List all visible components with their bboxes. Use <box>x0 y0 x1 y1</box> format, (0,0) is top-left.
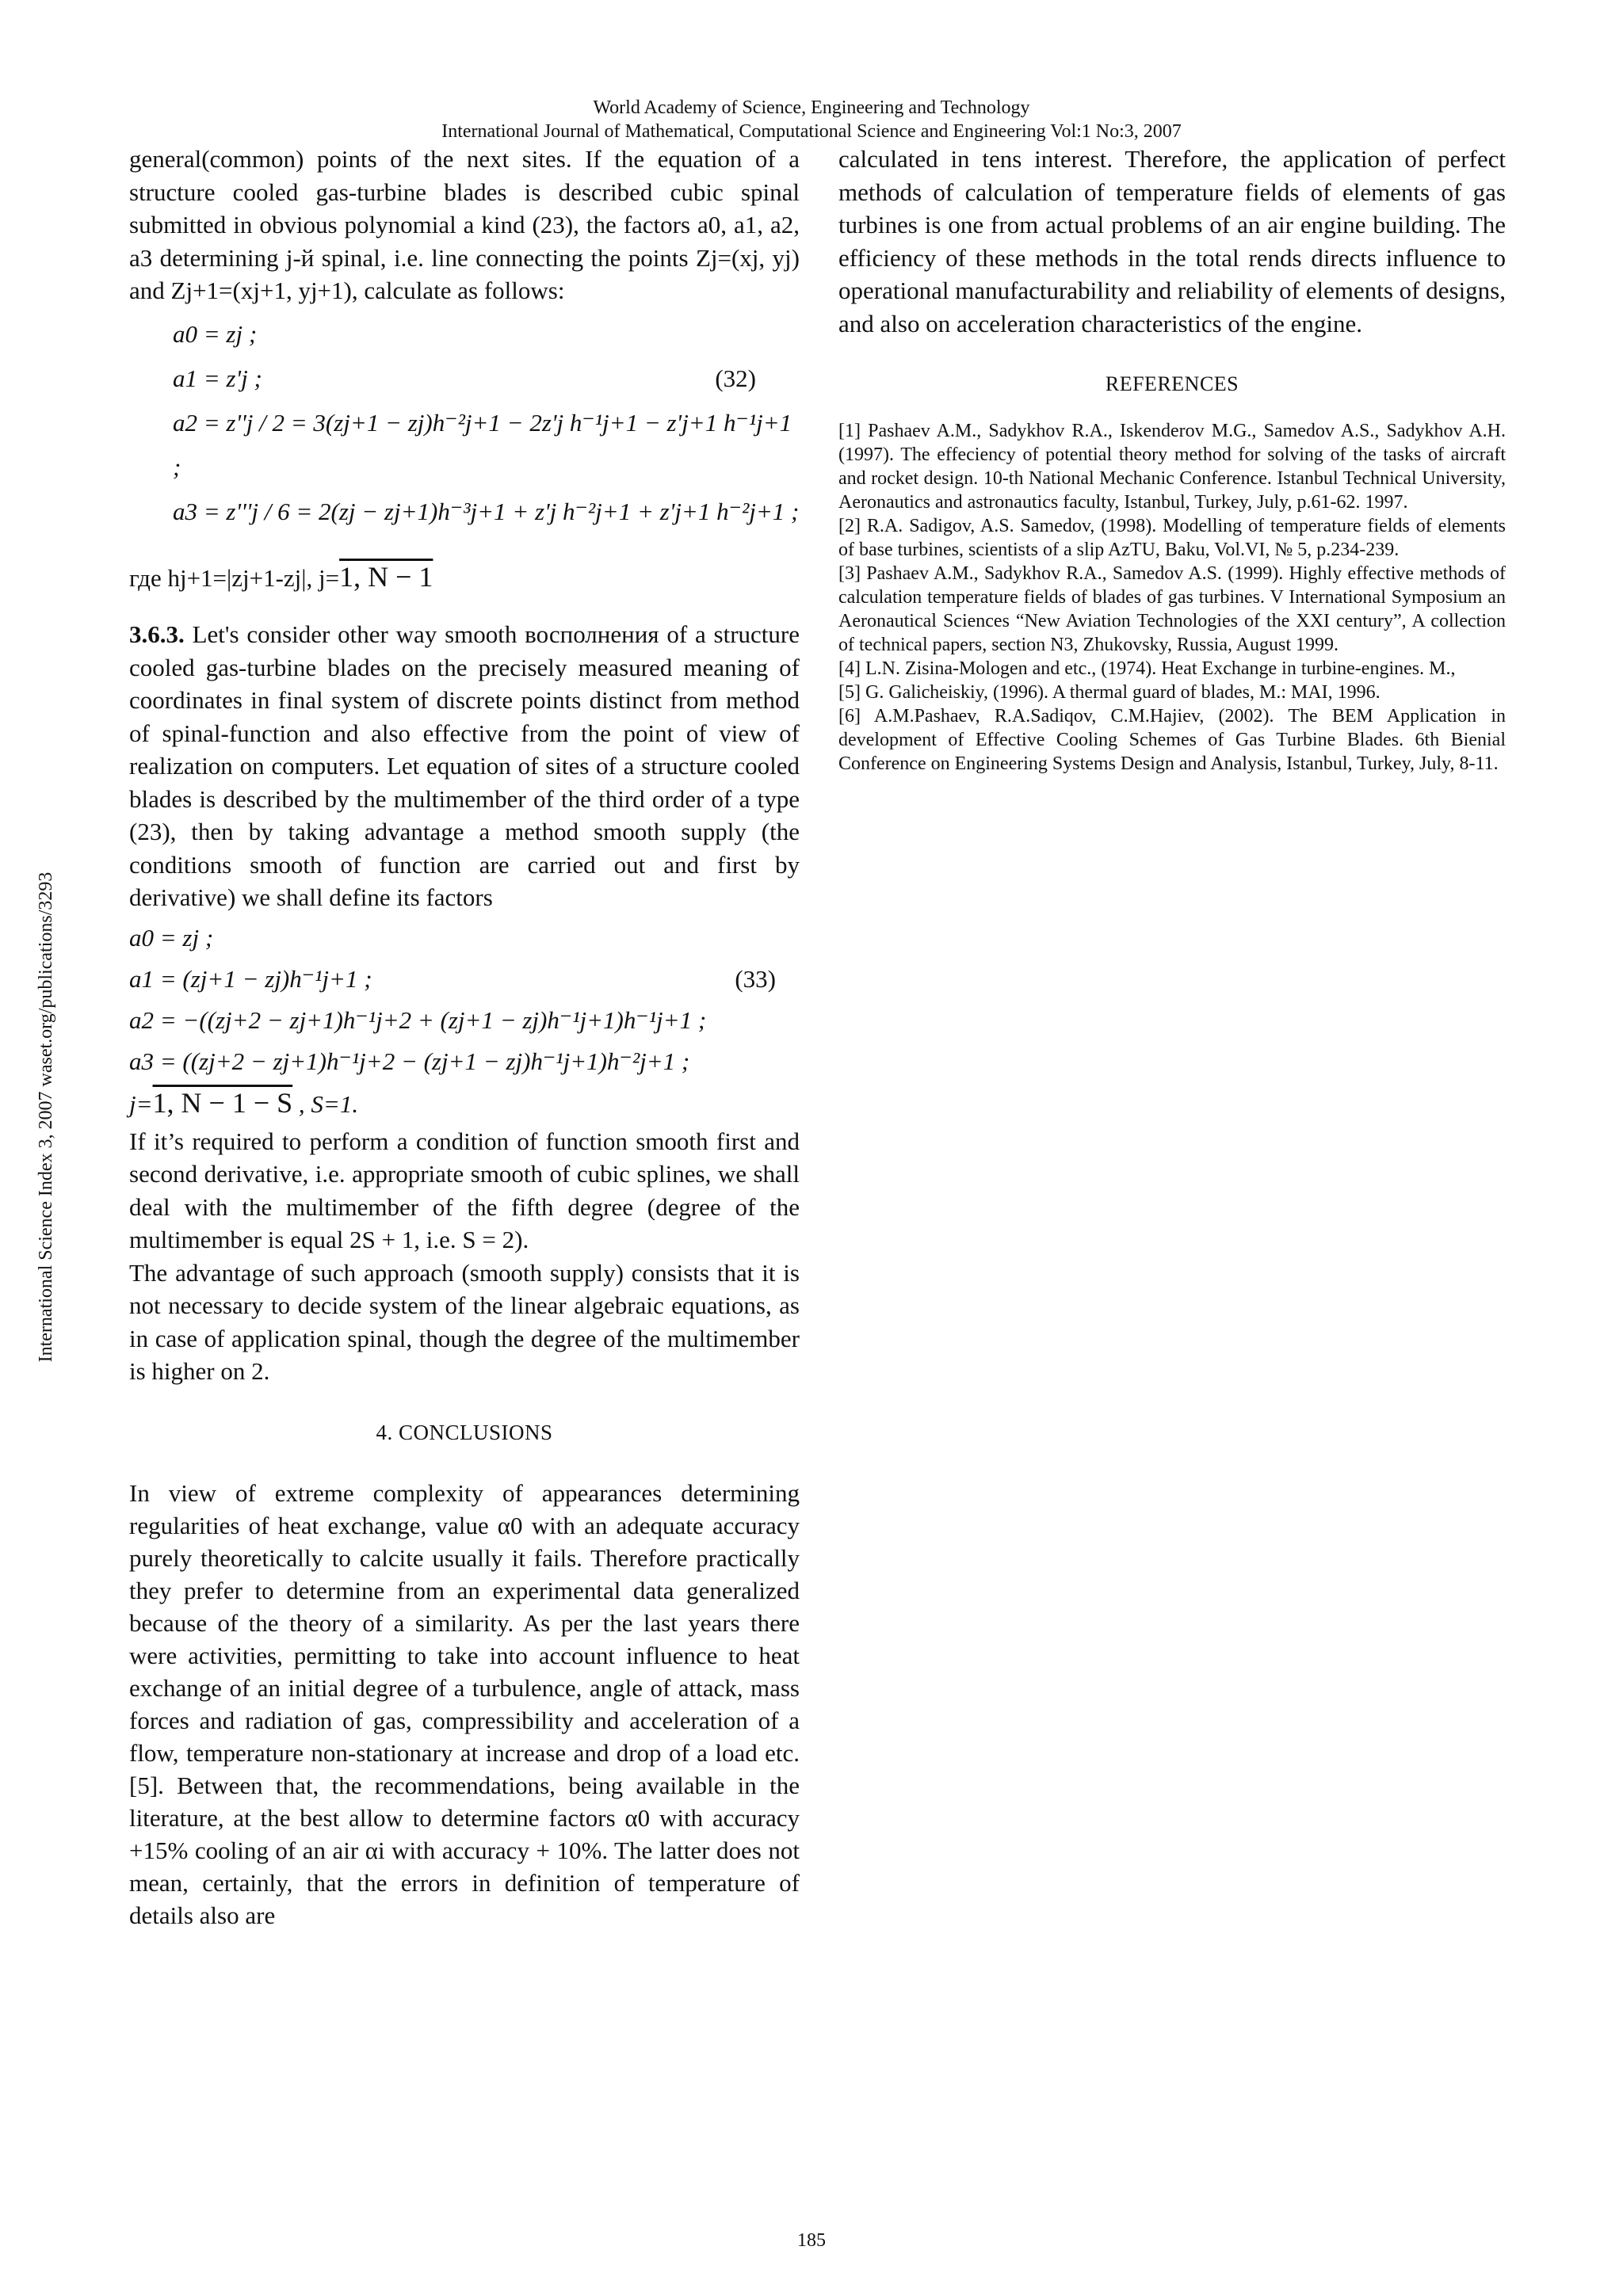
equation-33-range: j=1, N − 1 − S , S=1. <box>129 1086 359 1119</box>
equation-33-line4: a3 = ((zj+2 − zj+1)h⁻¹j+2 − (zj+1 − zj)h⁻¹j+1)h⁻²j+1 ; <box>129 1047 690 1075</box>
reference-item: [5] G. Galicheiskiy, (1996). A thermal guard of blades, M.: MAI, 1996. <box>838 682 1381 703</box>
equation-33-block <box>129 917 800 1125</box>
references-heading: REFERENCES <box>1105 372 1239 395</box>
paragraph-advantage: The advantage of such approach (smooth supply) consists that it is not necessary to decide system of the linear algebraic equations, as in case of application spinal, though the degree of the multimember is higher on 2. <box>129 1258 800 1385</box>
equation-32-number: (32) <box>715 364 756 392</box>
reference-item: [1] Pashaev A.M., Sadykhov R.A., Iskenderov M.G., Samedov A.S., Sadykhov A.H. (1997). The effeciency of potential theory method for solving of the tasks of aircraft and rocket design. 10-th National Mechanic Conference. Istanbul Technical University, Aeronautics and astronautics faculty, Istanbul, Turkey, July, p.61-62. 1997. <box>838 421 1506 513</box>
equation-32-block <box>173 312 800 534</box>
sidebar-index-text: International Science Index 3, 2007 waset.org/publications/3293 <box>36 871 56 1363</box>
reference-item: [3] Pashaev A.M., Sadykhov R.A., Samedov A.S. (1999). Highly effective methods of calculation temperature fields of blades of gas turbines. V International Symposium an Aeronautical Sciences “New Aviation Technologies of the XXI century”, A collection of technical papers, section N3, Zhukovsky, Russia, August 1999. <box>838 563 1506 655</box>
where-definition: где hj+1=|zj+1-zj|, j=1, N − 1 <box>129 560 433 593</box>
right-column <box>838 143 1506 776</box>
equation-33-line3: a2 = −((zj+2 − zj+1)h⁻¹j+2 + (zj+1 − zj)h⁻¹j+1)h⁻¹j+1 ; <box>129 1005 707 1034</box>
journal-header-line1: World Academy of Science, Engineering and Technology <box>593 97 1030 118</box>
equation-33-line2: a1 = (zj+1 − zj)h⁻¹j+1 ; (33) <box>129 959 800 1000</box>
equation-33-number: (33) <box>735 964 776 993</box>
page-number: 185 <box>797 2230 826 2251</box>
paragraph-spline-intro: general(common) points of the next sites. If the equation of a structure cooled gas-turbine blades is described cubic spinal submitted in obvious polynomial a kind (23), the factors a0, a1, a2, a3 determining j-й spinal, i.e. line connecting the points Zj=(xj, yj) and Zj+1=(xj+1, yj+1), calculate as follows: <box>129 145 800 304</box>
equation-33-line1: a0 = zj ; <box>129 923 214 952</box>
equation-32-line1: a0 = zj ; <box>173 319 258 348</box>
journal-header-line2: International Journal of Mathematical, Computational Science and Engineering Vol:1 No:3, 2007 <box>441 121 1182 142</box>
reference-item: [6] A.M.Pashaev, R.A.Sadiqov, C.M.Hajiev, (2002). The BEM Application in development of Effective Cooling Schemes of Gas Turbine Blades. 6th Bienial Conference on Engineering Systems Design and Analysis, Istanbul, Turkey, July, 8-11. <box>838 706 1506 774</box>
references-list <box>838 419 1506 776</box>
section-number: 3.6.3. <box>129 620 185 648</box>
section-3-6-3-paragraph: 3.6.3. Let's consider other way smooth восполнения of a structure cooled gas-turbine blades on the precisely measured meaning of coordinates in final system of discrete points distinct from method of spinal-function and also effective from the point of view of realization on computers. Let equation of sites of a structure cooled blades is described by the multimember of the third order of a type (23), then by taking advantage a method smooth supply (the conditions smooth of function are carried out and first by derivative) we shall define its factors <box>129 620 800 911</box>
paragraph-fifth-degree: If it’s required to perform a condition of function smooth first and second derivative, i.e. appropriate smooth of cubic splines, we shall deal with the multimember of the fifth degree (degree of the multimember is equal 2S + 1, i.e. S = 2). <box>129 1127 800 1253</box>
equation-32-line4: a3 = z'''j / 6 = 2(zj − zj+1)h⁻³j+1 + z'j h⁻²j+1 + z'j+1 h⁻²j+1 ; <box>173 497 800 525</box>
equation-32-line3: a2 = z''j / 2 = 3(zj+1 − zj)h⁻²j+1 − 2z'j h⁻¹j+1 − z'j+1 h⁻¹j+1 ; <box>173 408 792 481</box>
paragraph-conclusions: In view of extreme complexity of appearances determining regularities of heat exchange, value α0 with an adequate accuracy purely theoretically to calcite usually it fails. Therefore practically they prefer to determine from an experimental data generalized because of the theory of a similarity. As per the last years there were activities, permitting to take into account influence to heat exchange of an initial degree of a turbulence, angle of attack, mass forces and radiation of gas, compressibility and acceleration of a flow, temperature non-stationary at increase and drop of a load etc.[5]. Between that, the recommendations, being available in the literature, at the best allow to determine factors α0 with accuracy +15% cooling of an air αi with accuracy + 10%. The latter does not mean, certainly, that the errors in definition of temperature of details also are <box>129 1478 800 1929</box>
reference-item: [4] L.N. Zisina-Mologen and etc., (1974). Heat Exchange in turbine-engines. M., <box>838 658 1456 679</box>
reference-item: [2] R.A. Sadigov, A.S. Samedov, (1998). Modelling of temperature fields of elements of base turbines, scientists of a slip AzTU, Baku, Vol.VI, № 5, p.234-239. <box>838 516 1506 560</box>
equation-32-line2: a1 = z'j ; (32) <box>173 357 800 401</box>
conclusions-heading: 4. CONCLUSIONS <box>376 1420 553 1444</box>
paragraph-continued: calculated in tens interest. Therefore, the application of perfect methods of calculation of temperature fields of elements of gas turbines is one from actual problems of an air engine building. The efficiency of these methods in the total rends directs influence to operational manufacturability and reliability of elements of designs, and also on acceleration characteristics of the engine. <box>838 145 1506 338</box>
left-column <box>129 143 800 1932</box>
